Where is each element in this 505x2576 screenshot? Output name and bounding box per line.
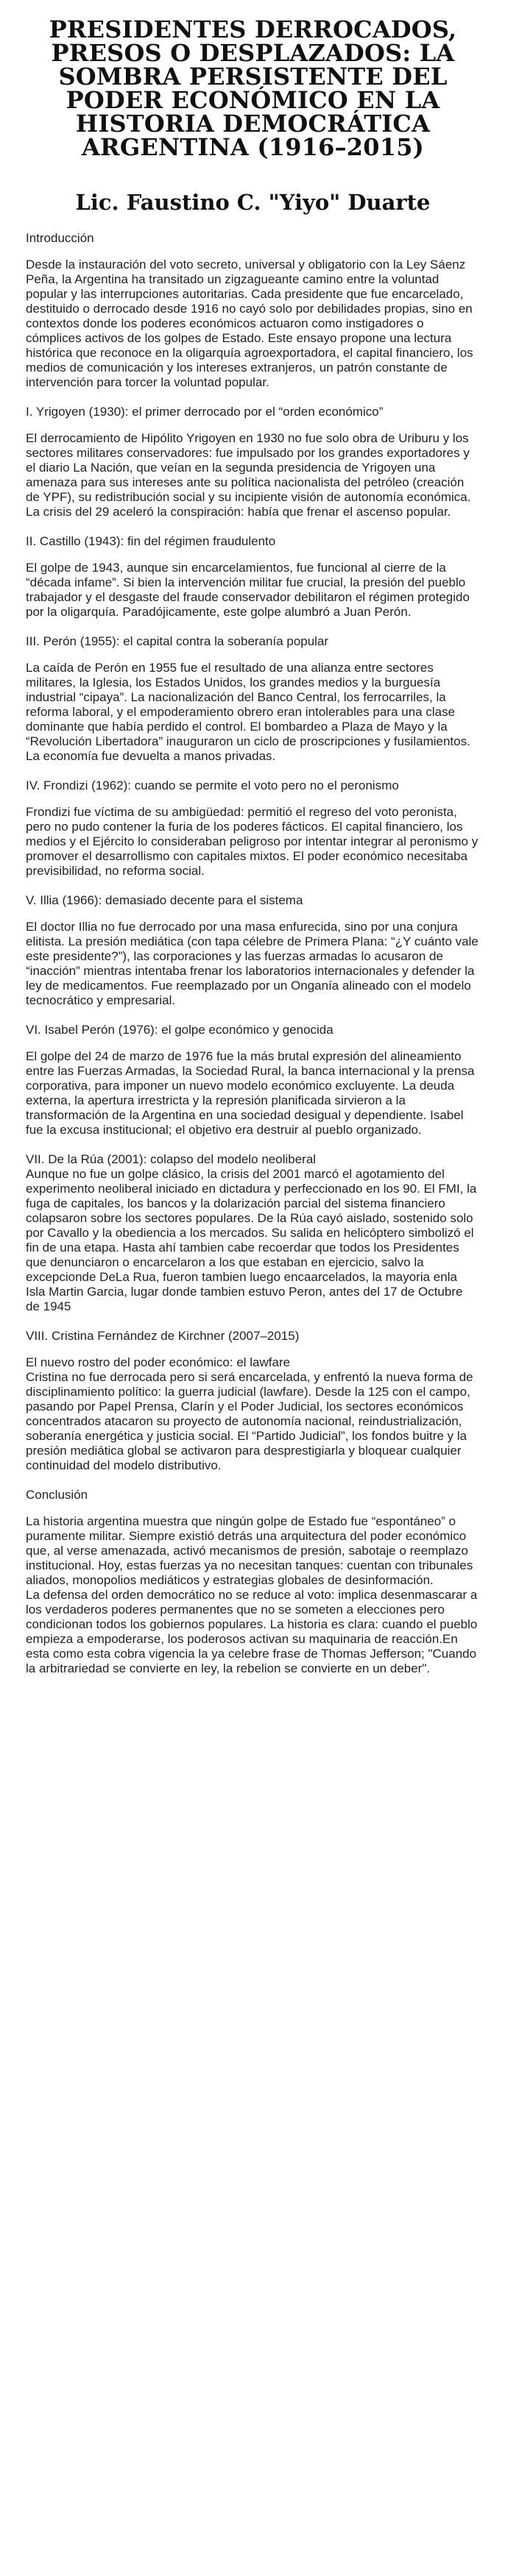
section-heading: IV. Frondizi (1962): cuando se permite el voto pero no el peronismo (26, 778, 399, 792)
section-heading: I. Yrigoyen (1930): el primer derrocado por el “orden económico” (26, 405, 384, 419)
section-illia (26, 893, 480, 1008)
paragraph-line: La defensa del orden democrático no se reduce al voto: implica desenmascarar a los verdaderos poderes permanentes que no se someten a elecciones pero condicionan todos los gobiernos populares. La historia es clara: cuando el pueblo empieza a empoderarse, los poderosos activan su maquinaria de reacción.En esta como esta cobra vigencia la ya celebre frase de Thomas Jefferson; "Cuando la arbitrariedad se convierte en ley, la rebelion se convierte en un deber". (26, 1588, 478, 1675)
section-yrigoyen (26, 405, 480, 519)
paragraph-line: El doctor Illia no fue derrocado por una masa enfurecida, sino por una conjura elitista. La presión mediática (con tapa célebre de Primera Plana: “¿Y cuánto vale este presidente?”), las corporaciones y las fuerzas armadas lo acusaron de “inacción” mientras intentaba frenar los laboratorios internacionales y defender la ley de medicamentos. Fue reemplazado por un Onganía alineado con el modelo tecnocrático y empresarial. (26, 920, 478, 1007)
paragraph-line: El derrocamiento de Hipólito Yrigoyen en 1930 no fue solo obra de Uriburu y los sectores militares conservadores: fue impulsado por los grandes exportadores y el diario La Nación, que veían en la segunda presidencia de Yrigoyen una amenaza para sus intereses ante su política nacionalista del petróleo (creación de YPF), su redistribución social y su incipiente visión de autonomía económica. La crisis del 29 aceleró la conspiración: había que frenar el ascenso popular. (26, 431, 471, 519)
paragraph (26, 920, 480, 1008)
paragraph-line: VII. De la Rúa (2001): colapso del modelo neoliberal (26, 1152, 317, 1166)
section-castillo (26, 534, 480, 620)
section-heading: VIII. Cristina Fernández de Kirchner (2007–2015) (26, 1329, 300, 1343)
section-de-la-rua (26, 1152, 480, 1314)
paragraph-line: El nuevo rostro del poder económico: el lawfare (26, 1355, 291, 1369)
paragraph (26, 1049, 480, 1138)
paragraph-line: Frondizi fue víctima de su ambigüedad: permitió el regreso del voto peronista, pero no pudo contener la furia de los poderes fácticos. El capital financiero, los medios y el Ejército lo consideraban peligroso por intentar integrar al peronismo y promover el desarrollismo con capitales mixtos. El poder económico necesitaba previsibilidad, no reforma social. (26, 805, 478, 878)
paragraph-line: Cristina no fue derrocada pero si será encarcelada, y enfrentó la nueva forma de disciplinamiento político: la guerra judicial (lawfare). Desde la 125 con el campo, pasando por Papel Prensa, Clarín y el Poder Judicial, los sectores económicos concentrados atacaron su proyecto de autonomía nacional, reindustrialización, soberanía energética y justicia social. El “Partido Judicial”, los fondos buitre y la presión mediática global se activaron para desprestigiarla y bloquear cualquier continuidad del modelo distributivo. (26, 1370, 473, 1472)
section-conclusion (26, 1488, 480, 1676)
paragraph-line: Aunque no fue un golpe clásico, la crisis del 2001 marcó el agotamiento del experimento neoliberal iniciado en dictadura y perfeccionado en los 90. El FMI, la fuga de capitales, los bancos y la dolarización parcial del sistema financiero colapsaron sobre los sectores populares. De la Rúa cayó aislado, sostenido solo por Cavallo y la obediencia a los mercados. Su salida en helicóptero simbolizó el fin de una etapa. Hasta ahí tambien cabe recoerdar que todos los Presidentes que denunciaron o encarcelaron a los que estaban en ejercicio, salvo la excepcionde DeLa Rua, fueron tambien luego encaarcelados, la mayoria enla Isla Martin Garcia, lugar donde tambien estuvo Peron, antes del 17 de Octubre de 1945 (26, 1167, 477, 1313)
section-heading: II. Castillo (1943): fin del régimen fraudulento (26, 534, 276, 548)
section-heading: VI. Isabel Perón (1976): el golpe económico y genocida (26, 1023, 333, 1037)
section-frondizi (26, 778, 480, 879)
paragraph-line: Desde la instauración del voto secreto, universal y obligatorio con la Ley Sáenz Peña, la Argentina ha transitado un zigzagueante camino entre la voluntad popular y las interrupciones autoritarias. Cada presidente que fue encarcelado, destituido o derrocado desde 1916 no cayó solo por debilidades propias, sino en contextos donde los poderes económicos actuaron como instigadores o cómplices activos de los golpes de Estado. Este ensayo propone una lectura histórica que reconoce en la oligarquía agroexportadora, el capital financiero, los medios de comunicación y los intereses extranjeros, un patrón constante de intervención para torcer la voluntad popular. (26, 258, 473, 389)
section-heading: III. Perón (1955): el capital contra la soberanía popular (26, 634, 329, 648)
paragraph (26, 1355, 480, 1473)
document-title: PRESIDENTES DERROCADOS, PRESOS O DESPLAZADOS: LA SOMBRA PERSISTENTE DEL PODER ECONÓMICO EN LA HISTORIA DEMOCRÁTICA ARGENTINA (1916–2015) (49, 15, 457, 161)
paragraph-line: El golpe del 24 de marzo de 1976 fue la más brutal expresión del alineamiento entre las Fuerzas Armadas, la Sociedad Rural, la banca internacional y la prensa corporativa, para imponer un nuevo modelo económico excluyente. La deuda externa, la apertura irrestricta y la represión planificada sirvieron a la transformación de la Argentina en una sociedad desigual y dependiente. Isabel fue la excusa institucional; el objetivo era destruir al pueblo organizado. (26, 1049, 475, 1137)
document-body (26, 231, 480, 1676)
section-cristina-kirchner (26, 1329, 480, 1473)
section-heading: V. Illia (1966): demasiado decente para el sistema (26, 893, 303, 907)
paragraph-line: La historia argentina muestra que ningún golpe de Estado fue “espontáneo” o puramente militar. Siempre existió detrás una arquitectura del poder económico que, al verse amenazada, activó mecanismos de presión, sabotaje o reemplazo institucional. Hoy, estas fuerzas ya no necesitan tanques: cuentan con tribunales aliados, monopolios mediáticos y estrategias globales de desinformación. (26, 1514, 473, 1587)
paragraph (26, 661, 480, 764)
section-peron (26, 634, 480, 764)
paragraph (26, 561, 480, 620)
paragraph-line: El golpe de 1943, aunque sin encarcelamientos, fue funcional al cierre de la “década infame”. Si bien la intervención militar fue crucial, la presión del pueblo trabajador y el desgaste del fraude conservador debilitaron el régimen protegido por la oligarquía. Paradójicamente, este golpe alumbró a Juan Perón. (26, 561, 470, 619)
section-heading: Introducción (26, 231, 94, 245)
paragraph (26, 431, 480, 519)
paragraph (26, 1152, 480, 1314)
paragraph-line: La caída de Perón en 1955 fue el resultado de una alianza entre sectores militares, la Iglesia, los Estados Unidos, los grandes medios y la burguesía industrial “cipaya”. La nacionalización del Banco Central, los ferrocarriles, la reforma laboral, y el empoderamiento obrero eran intolerables para una clase dominante que había perdido el control. El bombardeo a Plaza de Mayo y la “Revolución Libertadora” inauguraron un ciclo de proscripciones y fusilamientos. La economía fue devuelta a manos privadas. (26, 661, 470, 763)
section-introduccion (26, 231, 480, 390)
paragraph (26, 805, 480, 879)
section-heading: Conclusión (26, 1488, 88, 1502)
paragraph (26, 1514, 480, 1676)
section-isabel-peron (26, 1023, 480, 1138)
paragraph (26, 258, 480, 390)
document-author: Lic. Faustino C. "Yiyo" Duarte (75, 190, 431, 215)
